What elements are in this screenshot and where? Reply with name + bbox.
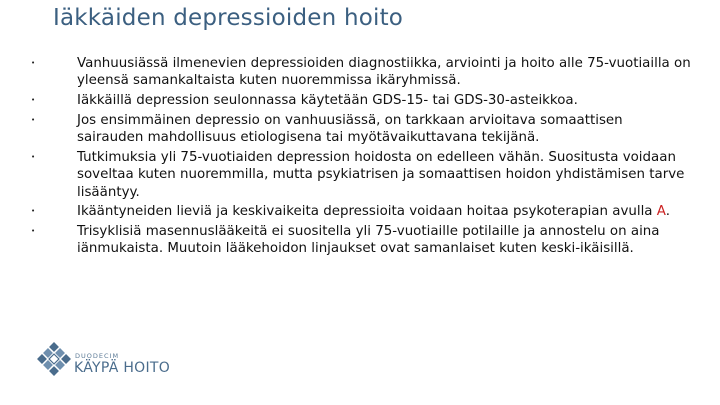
kaypa-hoito-logo — [35, 340, 185, 384]
slide-title: Iäkkäiden depressioiden hoito — [53, 5, 404, 31]
bullet-text: Iäkkäillä depression seulonnassa käytetään GDS-15- tai GDS-30-asteikkoa. — [77, 93, 578, 109]
bullet-text: Trisyklisiä masennuslääkeitä ei suositella yli 75-vuotiaille potilaille ja annostelu on aina iänmukaista. Muutoin lääkehoidon linjaukset ovat samanlaiset kuten keski-ikäisillä. — [77, 224, 660, 257]
bullet-text — [77, 203, 691, 220]
logo-duodecim-text: DUODECIM — [75, 352, 120, 360]
bullet-text: Jos ensimmäinen depressio on vanhuusiässä, on tarkkaan arvioitava somaattisen sairauden mahdollisuus etiologisena tai myötävaikuttavana tekijänä. — [77, 112, 623, 146]
list-item — [31, 112, 691, 147]
bullet-icon: • — [31, 227, 36, 236]
list-item — [31, 149, 691, 201]
list-item — [31, 55, 691, 90]
list-item — [31, 92, 691, 109]
bullet-icon: • — [31, 152, 36, 161]
list-item — [31, 223, 691, 258]
logo-kaypa-hoito-text: KÄYPÄ HOITO — [74, 360, 171, 376]
diamond-grid-logo-icon — [35, 340, 73, 378]
evidence-grade-badge: A — [656, 204, 666, 220]
bullet-text-main: Ikääntyneiden lieviä ja keskivaikeita depressioita voidaan hoitaa psykoterapian avulla — [77, 204, 657, 220]
bullet-icon: • — [31, 59, 36, 67]
bullet-text: Vanhuusiässä ilmenevien depressioiden diagnostiikka, arviointi ja hoito alle 75-vuotiailla on yleensä samankaltaista kuten nuoremmissa ikäryhmissä. — [77, 56, 691, 89]
bullet-list — [31, 55, 691, 260]
bullet-icon: • — [31, 207, 36, 216]
bullet-text-suffix: . — [665, 204, 670, 220]
bullet-icon: • — [31, 115, 36, 124]
bullet-text: Tutkimuksia yli 75-vuotiaiden depression hoidosta on edelleen vähän. Suositusta voidaan soveltaa kuten nuoremmilla, mutta psykiatrisen ja somaattisen hoidon yhdistämisen tarve lisääntyy. — [77, 149, 685, 200]
list-item — [31, 203, 691, 220]
bullet-icon: • — [31, 96, 36, 105]
